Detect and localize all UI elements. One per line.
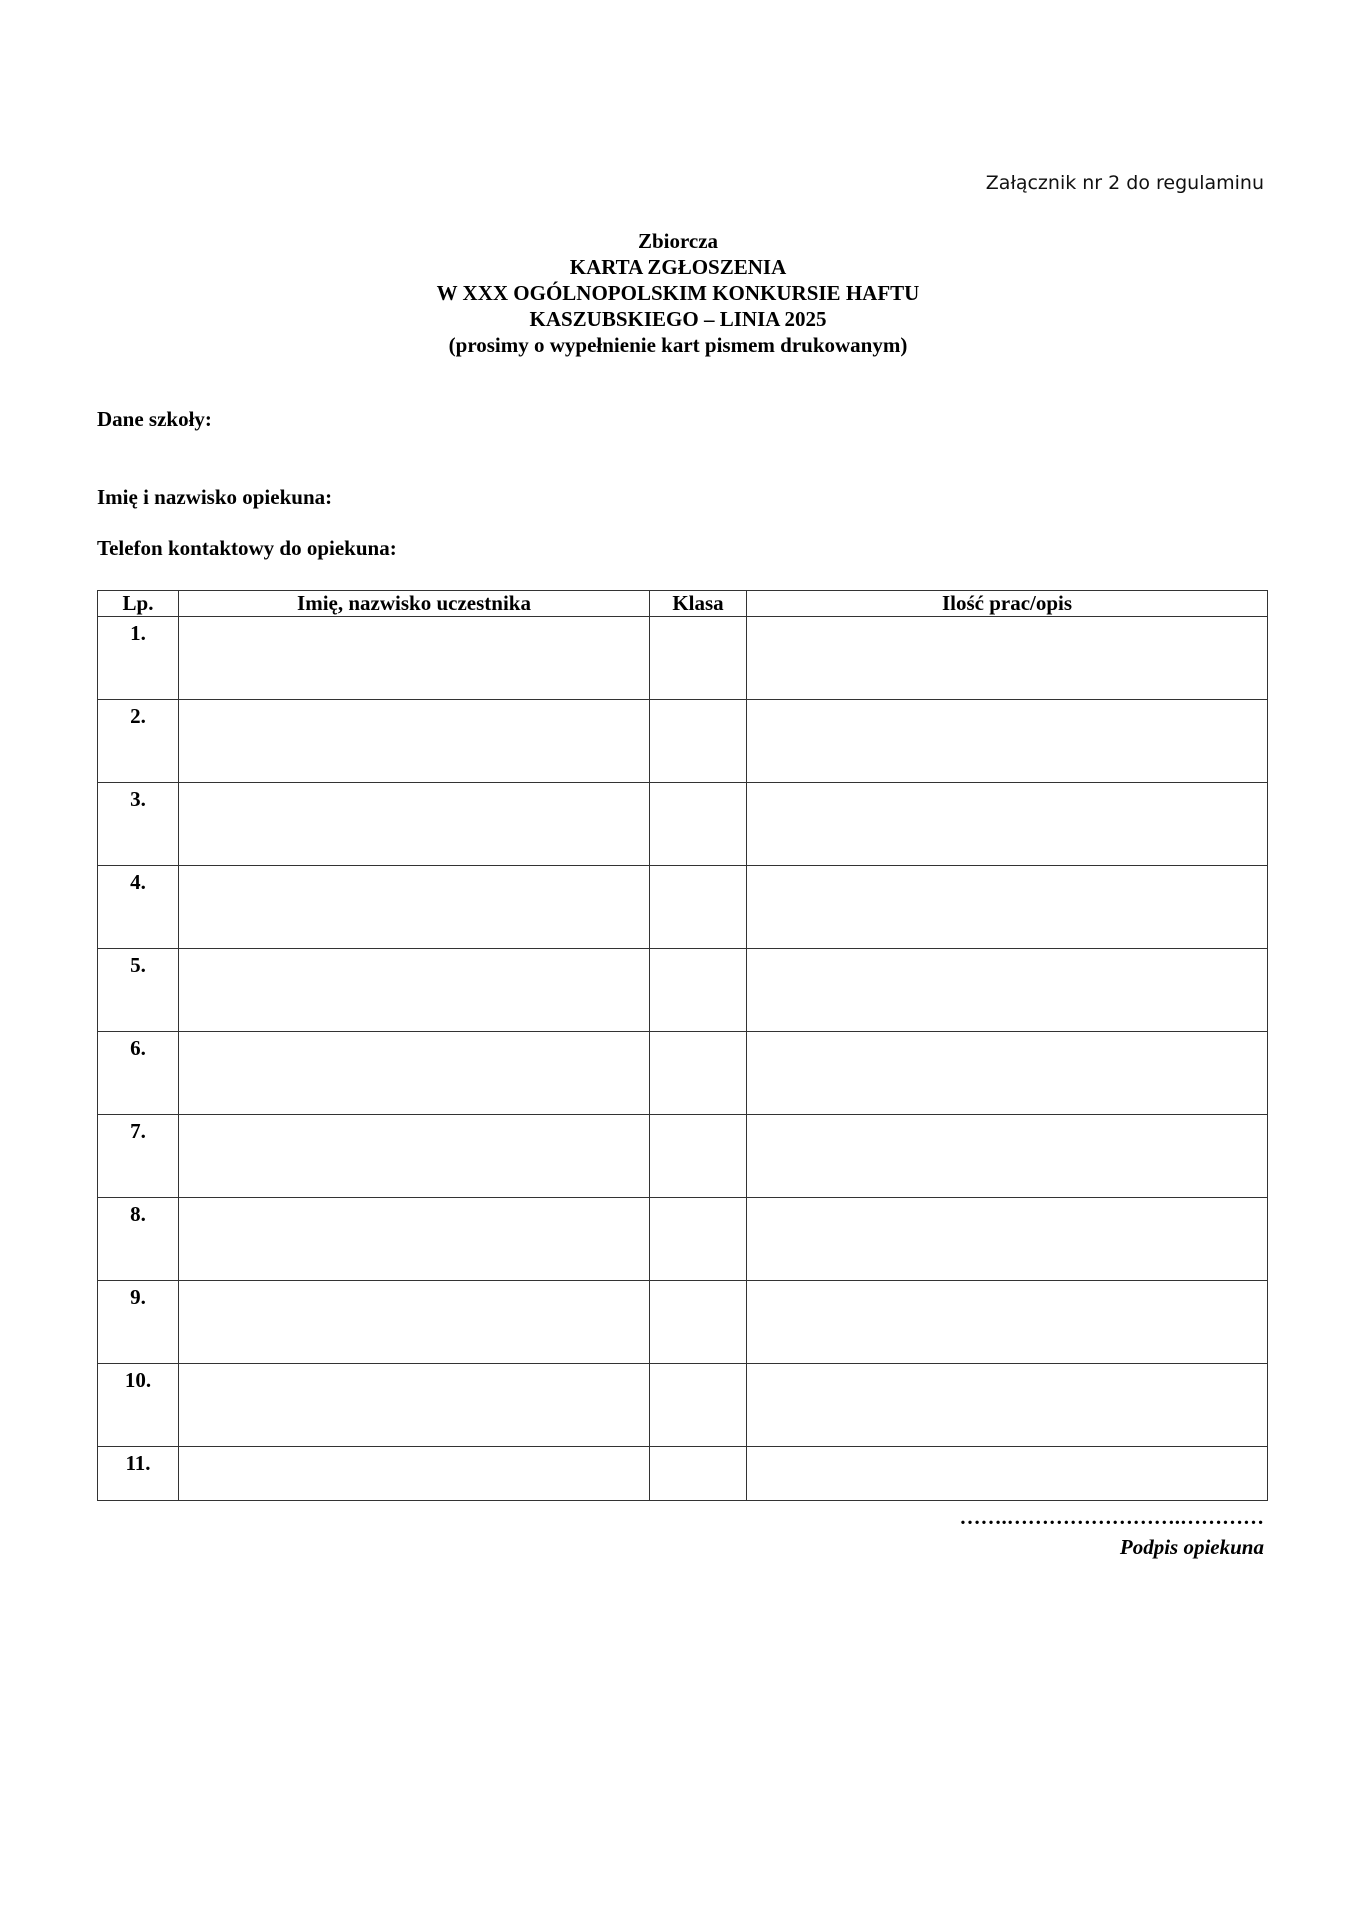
title-line: W XXX OGÓLNOPOLSKIM KONKURSIE HAFTU bbox=[436, 281, 920, 305]
works-description-cell[interactable] bbox=[747, 700, 1268, 783]
table-row bbox=[98, 1198, 1268, 1281]
title-line: KASZUBSKIEGO – LINIA 2025 bbox=[529, 307, 827, 331]
table-row bbox=[98, 1032, 1268, 1115]
class-cell[interactable] bbox=[650, 1032, 747, 1115]
works-description-cell[interactable] bbox=[747, 1447, 1268, 1501]
class-cell[interactable] bbox=[650, 1447, 747, 1501]
class-cell[interactable] bbox=[650, 949, 747, 1032]
class-cell[interactable] bbox=[650, 783, 747, 866]
signature-caption: Podpis opiekuna bbox=[1119, 1535, 1264, 1559]
participant-name-cell[interactable] bbox=[179, 617, 650, 700]
works-description-cell[interactable] bbox=[747, 1364, 1268, 1447]
row-number: 4. bbox=[98, 866, 179, 949]
works-description-cell[interactable] bbox=[747, 866, 1268, 949]
row-number: 7. bbox=[98, 1115, 179, 1198]
participant-name-cell[interactable] bbox=[179, 1281, 650, 1364]
signature-block bbox=[960, 1502, 1265, 1562]
table-row bbox=[98, 700, 1268, 783]
participant-name-cell[interactable] bbox=[179, 1032, 650, 1115]
row-number: 10. bbox=[98, 1364, 179, 1447]
title-line: (prosimy o wypełnienie kart pismem drukowanym) bbox=[448, 333, 908, 357]
header-works-description: Ilość prac/opis bbox=[747, 591, 1268, 617]
class-cell[interactable] bbox=[650, 617, 747, 700]
row-number: 5. bbox=[98, 949, 179, 1032]
participants-table bbox=[97, 590, 1268, 1501]
row-number: 9. bbox=[98, 1281, 179, 1364]
table-row bbox=[98, 617, 1268, 700]
guardian-phone-label: Telefon kontaktowy do opiekuna: bbox=[97, 536, 397, 560]
participant-name-cell[interactable] bbox=[179, 949, 650, 1032]
class-cell[interactable] bbox=[650, 1115, 747, 1198]
form-title bbox=[0, 228, 1356, 358]
works-description-cell[interactable] bbox=[747, 1198, 1268, 1281]
row-number: 11. bbox=[98, 1447, 179, 1501]
works-description-cell[interactable] bbox=[747, 949, 1268, 1032]
table-row bbox=[98, 1115, 1268, 1198]
participant-name-cell[interactable] bbox=[179, 1198, 650, 1281]
row-number: 2. bbox=[98, 700, 179, 783]
class-cell[interactable] bbox=[650, 1281, 747, 1364]
row-number: 1. bbox=[98, 617, 179, 700]
works-description-cell[interactable] bbox=[747, 783, 1268, 866]
header-lp: Lp. bbox=[98, 591, 179, 617]
class-cell[interactable] bbox=[650, 866, 747, 949]
guardian-name-label: Imię i nazwisko opiekuna: bbox=[97, 485, 333, 509]
table-row bbox=[98, 783, 1268, 866]
works-description-cell[interactable] bbox=[747, 1115, 1268, 1198]
participant-name-cell[interactable] bbox=[179, 866, 650, 949]
row-number: 8. bbox=[98, 1198, 179, 1281]
table-row bbox=[98, 949, 1268, 1032]
participant-name-cell[interactable] bbox=[179, 1364, 650, 1447]
row-number: 3. bbox=[98, 783, 179, 866]
title-line: Zbiorcza bbox=[637, 229, 719, 253]
participant-name-cell[interactable] bbox=[179, 783, 650, 866]
table-row bbox=[98, 1281, 1268, 1364]
class-cell[interactable] bbox=[650, 1198, 747, 1281]
works-description-cell[interactable] bbox=[747, 1032, 1268, 1115]
signature-line: …….…………………….………… bbox=[959, 1505, 1264, 1529]
participant-name-cell[interactable] bbox=[179, 700, 650, 783]
attachment-note: Załącznik nr 2 do regulaminu bbox=[985, 172, 1264, 194]
school-data-label: Dane szkoły: bbox=[97, 407, 212, 431]
participant-name-cell[interactable] bbox=[179, 1115, 650, 1198]
works-description-cell[interactable] bbox=[747, 617, 1268, 700]
table-row bbox=[98, 1447, 1268, 1501]
class-cell[interactable] bbox=[650, 1364, 747, 1447]
row-number: 6. bbox=[98, 1032, 179, 1115]
header-participant-name: Imię, nazwisko uczestnika bbox=[179, 591, 650, 617]
class-cell[interactable] bbox=[650, 700, 747, 783]
table-header-row bbox=[98, 591, 1268, 617]
works-description-cell[interactable] bbox=[747, 1281, 1268, 1364]
table-row bbox=[98, 1364, 1268, 1447]
participant-name-cell[interactable] bbox=[179, 1447, 650, 1501]
header-class: Klasa bbox=[650, 591, 747, 617]
title-line: KARTA ZGŁOSZENIA bbox=[569, 255, 787, 279]
table-row bbox=[98, 866, 1268, 949]
